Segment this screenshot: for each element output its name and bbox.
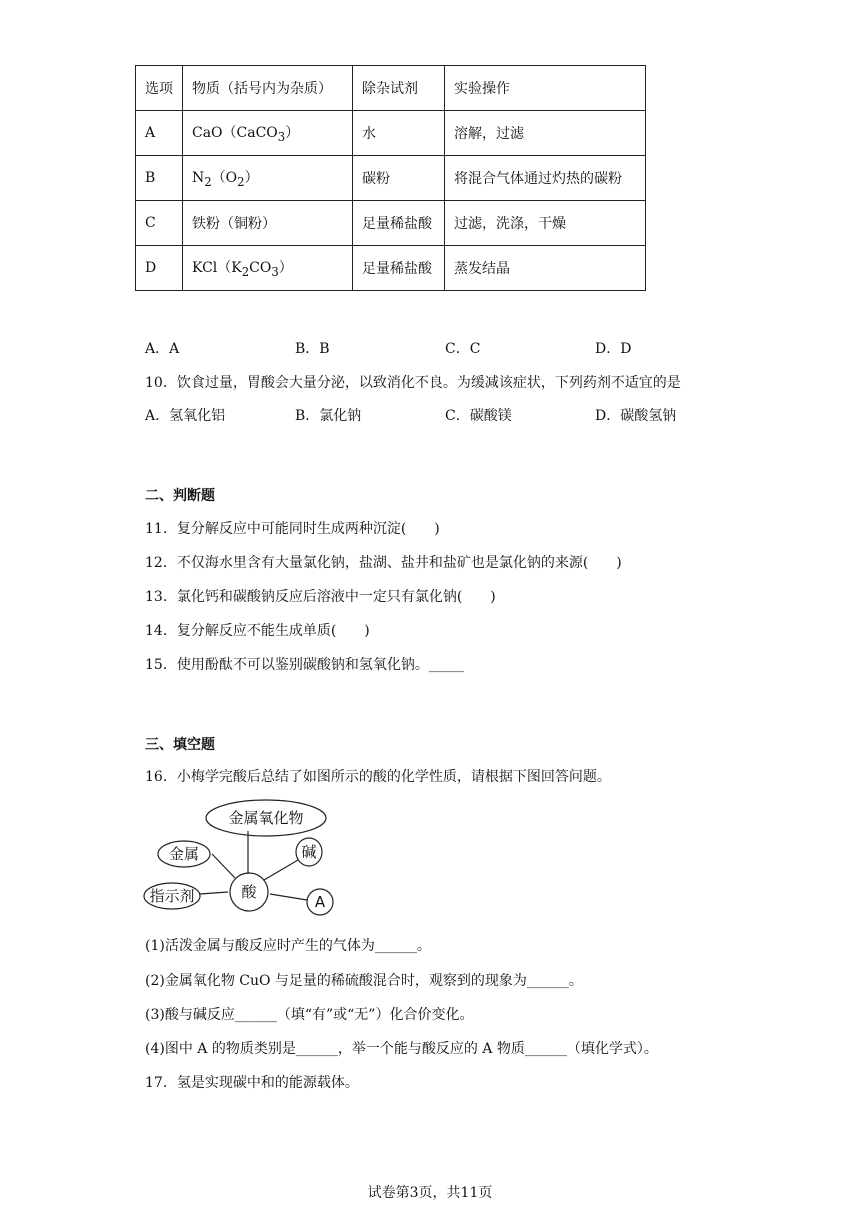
operation-cell: 将混合气体通过灼热的碳粉 [445,156,646,201]
operation-cell: 蒸发结晶 [445,246,646,291]
reagent-cell: 足量稀盐酸 [353,246,445,291]
sub-question-1: (1)活泼金属与酸反应时产生的气体为______。 [145,938,431,954]
table-header-cell: 实验操作 [445,66,646,111]
table-header-cell: 除杂试剂 [353,66,445,111]
question-15: 15．使用酚酞不可以鉴别碳酸钠和氢氧化钠。_____ [145,657,464,673]
question-16: 16．小梅学完酸后总结了如图所示的酸的化学性质，请根据下图回答问题。 [145,769,611,785]
q10-option-d: D．碳酸氢钠 [595,408,677,424]
impurity-removal-table [135,65,646,291]
question-11: 11．复分解反应中可能同时生成两种沉淀( ) [145,521,440,537]
table-row [136,246,646,291]
table-row [136,111,646,156]
label-acid: 酸 [241,883,257,901]
q9-option-b: B．B [295,341,330,357]
question-12: 12．不仅海水里含有大量氯化钠，盐湖、盐井和盐矿也是氯化钠的来源( ) [145,555,622,571]
label-a: A [314,893,326,911]
page-footer: 试卷第3页，共11页 [367,1185,493,1201]
question-13: 13．氯化钙和碳酸钠反应后溶液中一定只有氯化钠( ) [145,589,496,605]
connector-left [200,892,228,894]
q9-option-d: D．D [595,341,632,357]
q10-option-a: A．氢氧化铝 [145,408,226,424]
q10-option-b: B．氯化钠 [295,408,362,424]
q10-option-c: C．碳酸镁 [445,408,512,424]
connector-right [270,894,307,900]
q9-option-a: A．A [145,341,180,357]
connector-left-top [212,854,235,878]
question-17: 17．氢是实现碳中和的能源载体。 [145,1075,359,1091]
connector-right-top [264,860,298,880]
substance-cell: $KCl(K_2CO_3)$ [183,246,353,291]
label-metal: 金属 [168,845,200,863]
acid-properties-diagram [142,796,342,916]
reagent-cell: 碳粉 [353,156,445,201]
substance-cell: CaO（CaCO$_3$） [183,111,353,156]
substance-cell: 铁粉（铜粉） [183,201,353,246]
q9-option-c: C．C [445,341,481,357]
sub-question-4: (4)图中 A 的物质类别是______，举一个能与酸反应的 A 物质______（填化学式）。 [145,1041,658,1057]
label-indicator: 指示剂 [149,887,195,905]
table-row [136,156,646,201]
q10-stem: 10．饮食过量，胃酸会大量分泌，以致消化不良。为缓减该症状，下列药剂不适宜的是 [145,375,681,391]
operation-cell: 过滤，洗涤，干燥 [445,201,646,246]
option-cell: C [136,201,183,246]
section-3-title: 三、填空题 [145,737,215,753]
label-metal-oxide: 金属氧化物 [228,809,304,827]
section-2-title: 二、判断题 [145,488,215,504]
table-header-cell: 选项 [136,66,183,111]
table-header-cell: 物质（括号内为杂质） [183,66,353,111]
sub-question-2: (2)金属氧化物 CuO 与足量的稀硫酸混合时，观察到的现象为______。 [145,973,583,989]
option-cell: A [136,111,183,156]
question-14: 14．复分解反应不能生成单质( ) [145,623,370,639]
option-cell: B [136,156,183,201]
table-header-row [136,66,646,111]
reagent-cell: 水 [353,111,445,156]
option-cell: D [136,246,183,291]
sub-question-3: (3)酸与碱反应______（填“有”或“无”）化合价变化。 [145,1007,474,1023]
substance-cell: $N_2(O_2)$ [183,156,353,201]
table-row [136,201,646,246]
label-base: 碱 [301,843,317,861]
operation-cell: 溶解，过滤 [445,111,646,156]
reagent-cell: 足量稀盐酸 [353,201,445,246]
